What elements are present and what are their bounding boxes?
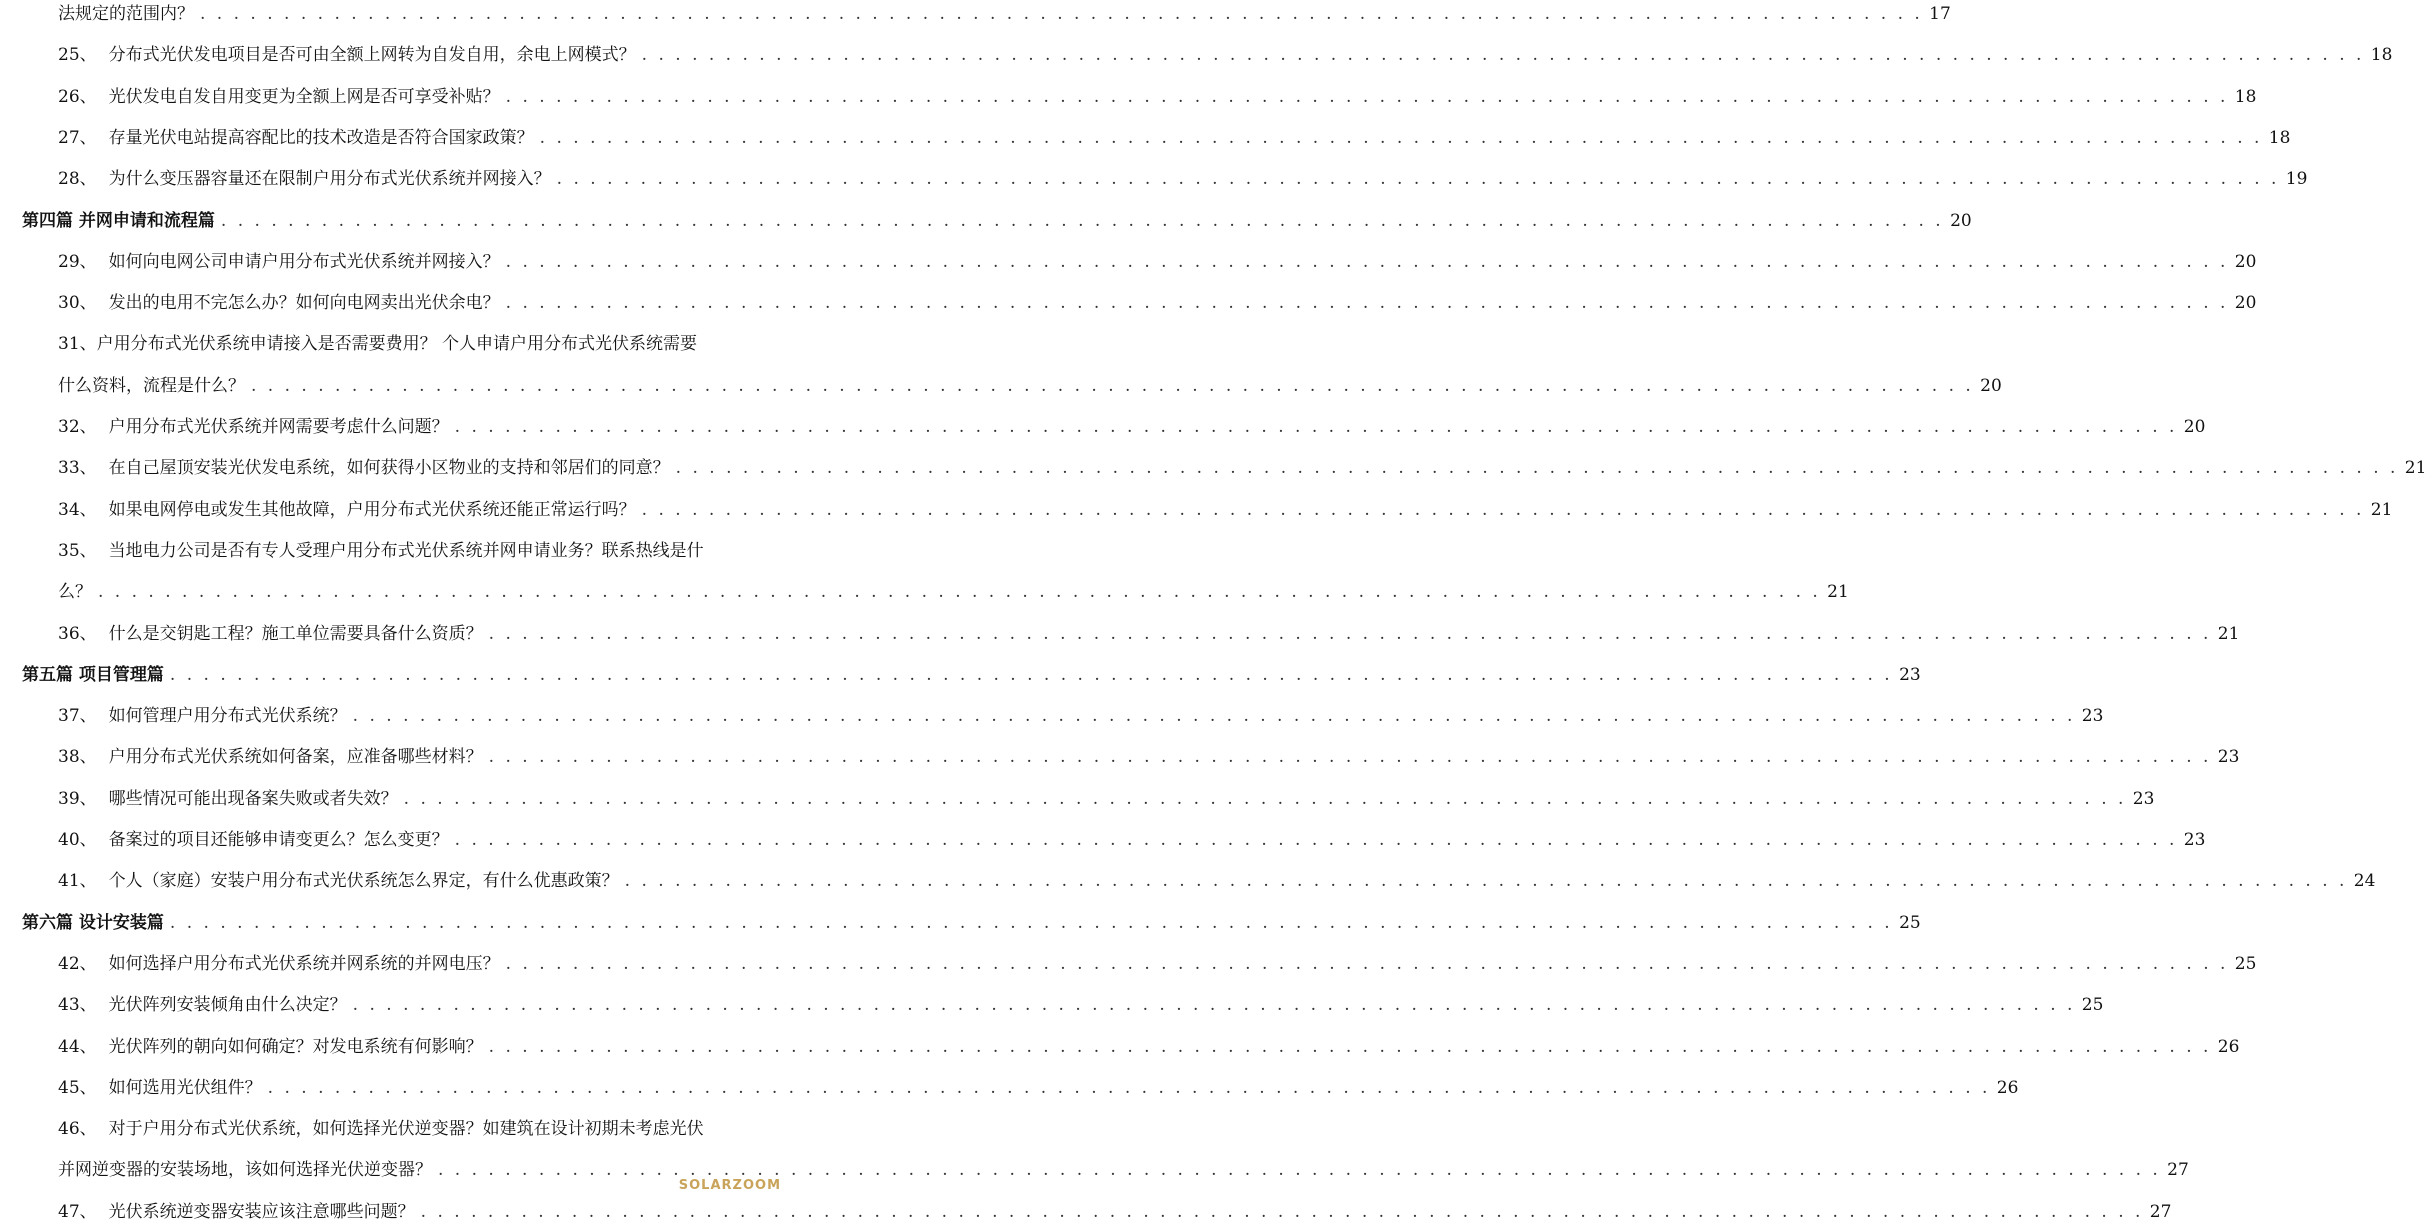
toc-entry xyxy=(58,824,2206,852)
toc-entry xyxy=(58,328,757,356)
toc-dot-leader: . . . . . . . . . . . . . . . . . . . . . . . . . . . . . . . . . . . . . . . . . . . . . . . . . . . . . . . . . . . . . . . . . . . . . . . . . . . . . . . . . . . . . . . . . . . . . . . . . . . . . . . xyxy=(267,1077,1991,1098)
toc-dot-leader: . . . . . . . . . . . . . . . . . . . . . . . . . . . . . . . . . . . . . . . . . . . . . . . . . . . . . . . . . . . . . . . . . . . . . . . . . . . . . . . . . . . . . . . . . . . . . . . . . . . . . . . xyxy=(200,4,1923,24)
toc-page-number: 18 xyxy=(2370,45,2393,66)
toc-dot-leader: . . . . . . . . . . . . . . . . . . . . . . . . . . . . . . . . . . . . . . . . . . . . . . . . . . . . . . . . . . . . . . . . . . . . . . . . . . . . . . . . . . . . . . . . . . . . . . . . . . . . . . . xyxy=(488,1036,2212,1057)
toc-page-number: 21 xyxy=(1827,582,1849,603)
toc-entry-number: 39、 xyxy=(58,788,97,809)
toc-entry xyxy=(58,1154,2189,1182)
toc-entry-title: 如何选择户用分布式光伏系统并网系统的并网电压？ xyxy=(108,953,500,974)
toc-dot-leader: . . . . . . . . . . . . . . . . . . . . . . . . . . . . . . . . . . . . . . . . . . . . . . . . . . . . . . . . . . . . . . . . . . . . . . . . . . . . . . . . . . . . . . . . . . . . . . . . . . . . . . . xyxy=(169,912,1893,933)
toc-dot-leader: . . . . . . . . . . . . . . . . . . . . . . . . . . . . . . . . . . . . . . . . . . . . . . . . . . . . . . . . . . . . . . . . . . . . . . . . . . . . . . . . . . . . . . . . . . . . . . . . . . . . . . . xyxy=(488,747,2212,768)
toc-dot-leader: . . . . . . . . . . . . . . . . . . . . . . . . . . . . . . . . . . . . . . . . . . . . . . . . . . . . . . . . . . . . . . . . . . . . . . . . . . . . . . . . . . . . . . . . . . . . . . . . . . . . . . . xyxy=(420,1201,2144,1222)
toc-page-number: 23 xyxy=(1899,664,1921,685)
toc-entry xyxy=(58,163,2308,191)
toc-entry-title: 如果电网停电或发生其他故障，户用分布式光伏系统还能正常运行吗？ xyxy=(108,499,636,520)
toc-entry-title: 户用分布式光伏系统如何备案，应准备哪些材料？ xyxy=(108,747,483,768)
toc-page-number: 27 xyxy=(2149,1201,2172,1222)
toc-entry-number: 26、 xyxy=(58,86,97,107)
toc-dot-leader: . . . . . . . . . . . . . . . . . . . . . . . . . . . . . . . . . . . . . . . . . . . . . . . . . . . . . . . . . . . . . . . . . . . . . . . . . . . . . . . . . . . . . . . . . . . . . . . . . . . . . . . xyxy=(352,706,2076,727)
toc-dot-leader: . . . . . . . . . . . . . . . . . . . . . . . . . . . . . . . . . . . . . . . . . . . . . . . . . . . . . . . . . . . . . . . . . . . . . . . . . . . . . . . . . . . . . . . . . . . . . . . . . . . . . . . xyxy=(556,169,2280,190)
toc-entry-text xyxy=(58,2,194,26)
toc-entry-text xyxy=(58,787,398,811)
toc-entry-title: 第五篇 项目管理篇 xyxy=(22,664,164,685)
toc-entry-number: 45、 xyxy=(58,1077,97,1098)
toc-entry xyxy=(58,576,1849,604)
toc-entry-text xyxy=(22,663,164,687)
toc-entry-title: 存量光伏电站提高容配比的技术改造是否符合国家政策？ xyxy=(108,127,534,148)
toc-entry-number: 44、 xyxy=(58,1036,97,1057)
toc-entry-number: 28、 xyxy=(58,169,97,190)
toc-entry-text xyxy=(58,250,500,274)
toc-page-number: 24 xyxy=(2353,871,2376,892)
toc-page-number: 18 xyxy=(2234,86,2257,107)
toc-entry-title: 法规定的范围内？ xyxy=(58,4,194,24)
toc-entry-title: 当地电力公司是否有专人受理户用分布式光伏系统并网申请业务？联系热线是什 xyxy=(108,540,704,561)
toc-entry-title: 什么是交钥匙工程？施工单位需要具备什么资质？ xyxy=(108,623,483,644)
toc-entry-text xyxy=(22,209,215,233)
toc-entry xyxy=(58,81,2257,109)
toc-entry-text xyxy=(58,1200,415,1224)
toc-dot-leader: . . . . . . . . . . . . . . . . . . . . . . . . . . . . . . . . . . . . . . . . . . . . . . . . . . . . . . . . . . . . . . . . . . . . . . . . . . . . . . . . . . . . . . . . . . . . . . . . . . . . . . . xyxy=(220,210,1944,231)
toc-dot-leader: . . . . . . . . . . . . . . . . . . . . . . . . . . . . . . . . . . . . . . . . . . . . . . . . . . . . . . . . . . . . . . . . . . . . . . . . . . . . . . . . . . . . . . . . . . . . . . . . . . . . . . . xyxy=(251,375,1974,396)
toc-dot-leader: . . . . . . . . . . . . . . . . . . . . . . . . . . . . . . . . . . . . . . . . . . . . . . . . . . . . . . . . . . . . . . . . . . . . . . . . . . . . . . . . . . . . . . . . . . . . . . . . . . . . . . . xyxy=(488,623,2212,644)
toc-entry xyxy=(58,452,2426,480)
toc-entry xyxy=(58,1196,2172,1224)
toc-entry-number: 30、 xyxy=(58,293,97,314)
toc-entry-title: 第四篇 并网申请和流程篇 xyxy=(22,210,215,231)
toc-dot-leader: . . . . . . . . . . . . . . . . . . . . . . . . . . . . . . . . . . . . . . . . . . . . . . . . . . . . . . . . . . . . . . . . . . . . . . . . . . . . . . . . . . . . . . . . . . . . . . . . . . . . . . . xyxy=(403,788,2127,809)
toc-entry-text xyxy=(58,374,245,398)
toc-entry-title: 31、户用分布式光伏系统申请接入是否需要费用？ 个人申请户用分布式光伏系统需要 xyxy=(58,334,698,355)
toc-entry-number: 36、 xyxy=(58,623,97,644)
toc-entry-number: 46、 xyxy=(58,1119,97,1140)
toc-dot-leader: . . . . . . . . . . . . . . . . . . . . . . . . . . . . . . . . . . . . . . . . . . . . . . . . . . . . . . . . . . . . . . . . . . . . . . . . . . . . . . . . . . . . . . . . . . . . . . . . . . . . . . . xyxy=(98,582,1821,603)
toc-dot-leader: . . . . . . . . . . . . . . . . . . . . . . . . . . . . . . . . . . . . . . . . . . . . . . . . . . . . . . . . . . . . . . . . . . . . . . . . . . . . . . . . . . . . . . . . . . . . . . . . . . . . . . . xyxy=(505,251,2229,272)
toc-page-number: 20 xyxy=(2234,251,2257,272)
toc-entry xyxy=(58,246,2257,274)
toc-page-number: 20 xyxy=(2183,417,2206,437)
toc-entry-text xyxy=(58,622,483,646)
toc-page-number: 20 xyxy=(1980,375,2002,396)
toc-entry-title: 光伏发电自发自用变更为全额上网是否可享受补贴？ xyxy=(108,86,500,107)
toc-entry-title: 光伏阵列的朝向如何确定？对发电系统有何影响？ xyxy=(108,1036,483,1057)
toc-entry-number: 29、 xyxy=(58,251,97,272)
toc-page-number: 26 xyxy=(1996,1077,2019,1098)
toc-dot-leader: . . . . . . . . . . . . . . . . . . . . . . . . . . . . . . . . . . . . . . . . . . . . . . . . . . . . . . . . . . . . . . . . . . . . . . . . . . . . . . . . . . . . . . . . . . . . . . . . . . . . . . . xyxy=(454,830,2178,850)
toc-entry-text xyxy=(58,85,500,109)
toc-entry-number: 41、 xyxy=(58,871,97,892)
toc-entry-title: 光伏阵列安装倾角由什么决定？ xyxy=(108,995,347,1016)
toc-page-number: 20 xyxy=(2234,293,2257,314)
toc-entry-text xyxy=(58,1035,483,1059)
toc-section-heading xyxy=(22,907,1921,935)
toc-entry-text xyxy=(58,993,347,1017)
toc-section-heading xyxy=(22,205,1972,233)
toc-entry-number: 34、 xyxy=(58,499,97,520)
toc-entry xyxy=(58,1072,2019,1100)
toc-entry-text xyxy=(58,580,92,604)
toc-entry-number: 38、 xyxy=(58,747,97,768)
toc-entry xyxy=(58,865,2376,893)
toc-dot-leader: . . . . . . . . . . . . . . . . . . . . . . . . . . . . . . . . . . . . . . . . . . . . . . . . . . . . . . . . . . . . . . . . . . . . . . . . . . . . . . . . . . . . . . . . . . . . . . . . . . . . . . . xyxy=(352,995,2076,1016)
toc-entry xyxy=(58,39,2393,67)
toc-dot-leader: . . . . . . . . . . . . . . . . . . . . . . . . . . . . . . . . . . . . . . . . . . . . . . . . . . . . . . . . . . . . . . . . . . . . . . . . . . . . . . . . . . . . . . . . . . . . . . . . . . . . . . . xyxy=(169,664,1893,685)
toc-page-number: 25 xyxy=(2081,995,2104,1016)
toc-entry xyxy=(58,618,2240,646)
toc-dot-leader: . . . . . . . . . . . . . . . . . . . . . . . . . . . . . . . . . . . . . . . . . . . . . . . . . . . . . . . . . . . . . . . . . . . . . . . . . . . . . . . . . . . . . . . . . . . . . . . . . . . . . . . xyxy=(539,127,2263,148)
toc-entry-text xyxy=(58,1158,432,1182)
toc-entry-number: 40、 xyxy=(58,830,97,850)
toc-entry xyxy=(58,700,2104,728)
toc-entry xyxy=(58,535,757,563)
toc-entry-text xyxy=(58,43,636,67)
toc-entry-text xyxy=(58,828,449,852)
toc-entry xyxy=(58,370,2002,398)
toc-entry-number: 43、 xyxy=(58,995,97,1016)
toc-entry-text xyxy=(58,745,483,769)
toc-entry-title: 么？ xyxy=(58,582,92,603)
toc-dot-leader: . . . . . . . . . . . . . . . . . . . . . . . . . . . . . . . . . . . . . . . . . . . . . . . . . . . . . . . . . . . . . . . . . . . . . . . . . . . . . . . . . . . . . . . . . . . . . . . . . . . . . . . xyxy=(624,871,2348,892)
toc-page-number: 19 xyxy=(2285,169,2308,190)
toc-entry-text xyxy=(58,869,619,893)
toc-page-number: 25 xyxy=(1899,912,1921,933)
toc-page-number: 25 xyxy=(2234,953,2257,974)
toc-entry-text xyxy=(58,1076,262,1100)
toc-page-number: 17 xyxy=(1929,4,1951,24)
toc-entry-number: 35、 xyxy=(58,540,97,561)
toc-entry-title: 在自己屋顶安装光伏发电系统，如何获得小区物业的支持和邻居们的同意？ xyxy=(108,458,670,479)
toc-dot-leader: . . . . . . . . . . . . . . . . . . . . . . . . . . . . . . . . . . . . . . . . . . . . . . . . . . . . . . . . . . . . . . . . . . . . . . . . . . . . . . . . . . . . . . . . . . . . . . . . . . . . . . . xyxy=(438,1160,2161,1181)
toc-entry-title: 个人（家庭）安装户用分布式光伏系统怎么界定，有什么优惠政策？ xyxy=(108,871,619,892)
toc-dot-leader: . . . . . . . . . . . . . . . . . . . . . . . . . . . . . . . . . . . . . . . . . . . . . . . . . . . . . . . . . . . . . . . . . . . . . . . . . . . . . . . . . . . . . . . . . . . . . . . . . . . . . . . xyxy=(641,45,2365,66)
toc-page-number: 21 xyxy=(2404,458,2426,479)
toc-entry xyxy=(58,1031,2240,1059)
toc-entry xyxy=(58,741,2240,769)
toc-entry xyxy=(58,989,2104,1017)
toc-dot-leader: . . . . . . . . . . . . . . . . . . . . . . . . . . . . . . . . . . . . . . . . . . . . . . . . . . . . . . . . . . . . . . . . . . . . . . . . . . . . . . . . . . . . . . . . . . . . . . . . . . . . . . . xyxy=(675,458,2399,479)
toc-entry-number: 47、 xyxy=(58,1201,97,1222)
toc-entry-text xyxy=(58,167,551,191)
toc-entry-number: 33、 xyxy=(58,458,97,479)
toc-entry-text xyxy=(58,332,697,356)
toc-entry-title: 什么资料，流程是什么？ xyxy=(58,375,245,396)
toc-page-number: 26 xyxy=(2217,1036,2240,1057)
toc-entry-number: 37、 xyxy=(58,706,97,727)
toc-entry-text xyxy=(58,704,347,728)
toc-page-number: 23 xyxy=(2081,706,2104,727)
watermark-logo: SOLARZOOM xyxy=(678,1178,781,1193)
toc-entry-title: 对于户用分布式光伏系统，如何选择光伏逆变器？如建筑在设计初期未考虑光伏 xyxy=(108,1119,704,1140)
toc-dot-leader: . . . . . . . . . . . . . . . . . . . . . . . . . . . . . . . . . . . . . . . . . . . . . . . . . . . . . . . . . . . . . . . . . . . . . . . . . . . . . . . . . . . . . . . . . . . . . . . . . . . . . . . xyxy=(505,293,2229,314)
toc-entry-title: 如何向电网公司申请户用分布式光伏系统并网接入？ xyxy=(108,251,500,272)
toc-entry-title: 备案过的项目还能够申请变更么？怎么变更？ xyxy=(108,830,449,850)
toc-entry xyxy=(58,494,2393,522)
toc-page-number: 23 xyxy=(2183,830,2206,850)
toc-page-number: 21 xyxy=(2370,499,2393,520)
toc-entry-text xyxy=(58,952,500,976)
toc-entry-number: 25、 xyxy=(58,45,97,66)
toc-entry-title: 光伏系统逆变器安装应该注意哪些问题？ xyxy=(108,1201,415,1222)
toc-entry-title: 哪些情况可能出现备案失败或者失效？ xyxy=(108,788,398,809)
toc-entry-number: 27、 xyxy=(58,127,97,148)
toc-page-number: 18 xyxy=(2268,127,2291,148)
toc-entry-text xyxy=(58,126,534,150)
toc-entry-title: 第六篇 设计安装篇 xyxy=(22,912,164,933)
toc-entry xyxy=(58,122,2291,150)
toc-entry xyxy=(58,287,2257,315)
toc-entry-text xyxy=(22,911,164,935)
toc-dot-leader: . . . . . . . . . . . . . . . . . . . . . . . . . . . . . . . . . . . . . . . . . . . . . . . . . . . . . . . . . . . . . . . . . . . . . . . . . . . . . . . . . . . . . . . . . . . . . . . . . . . . . . . xyxy=(454,417,2178,437)
toc-entry-title: 发出的电用不完怎么办？如何向电网卖出光伏余电？ xyxy=(108,293,500,314)
toc-dot-leader: . . . . . . . . . . . . . . . . . . . . . . . . . . . . . . . . . . . . . . . . . . . . . . . . . . . . . . . . . . . . . . . . . . . . . . . . . . . . . . . . . . . . . . . . . . . . . . . . . . . . . . . xyxy=(641,499,2365,520)
toc-entry xyxy=(58,0,1951,26)
toc-entry-title: 并网逆变器的安装场地，该如何选择光伏逆变器？ xyxy=(58,1160,432,1181)
toc-entry-title: 分布式光伏发电项目是否可由全额上网转为自发自用，余电上网模式？ xyxy=(108,45,636,66)
toc-entry-title: 为什么变压器容量还在限制户用分布式光伏系统并网接入？ xyxy=(108,169,551,190)
toc-entry-number: 32、 xyxy=(58,417,97,437)
toc-entry xyxy=(58,1113,757,1141)
toc-entry-text xyxy=(58,291,500,315)
toc-entry-text xyxy=(58,1117,704,1141)
toc-entry-number: 42、 xyxy=(58,953,97,974)
toc-entry-text xyxy=(58,498,636,522)
toc-dot-leader: . . . . . . . . . . . . . . . . . . . . . . . . . . . . . . . . . . . . . . . . . . . . . . . . . . . . . . . . . . . . . . . . . . . . . . . . . . . . . . . . . . . . . . . . . . . . . . . . . . . . . . . xyxy=(505,86,2229,107)
toc-page-number: 20 xyxy=(1950,210,1972,231)
toc-section-heading xyxy=(22,659,1921,687)
toc-dot-leader: . . . . . . . . . . . . . . . . . . . . . . . . . . . . . . . . . . . . . . . . . . . . . . . . . . . . . . . . . . . . . . . . . . . . . . . . . . . . . . . . . . . . . . . . . . . . . . . . . . . . . . . xyxy=(505,953,2229,974)
toc-entry-title: 如何管理户用分布式光伏系统？ xyxy=(108,706,347,727)
toc-entry-text xyxy=(58,456,670,480)
toc-page-number: 27 xyxy=(2167,1160,2189,1181)
toc-entry xyxy=(58,783,2155,811)
toc-entry xyxy=(58,948,2257,976)
toc-page-number: 21 xyxy=(2217,623,2240,644)
toc-page-number: 23 xyxy=(2132,788,2155,809)
toc-entry-text xyxy=(58,415,449,439)
toc-page-number: 23 xyxy=(2217,747,2240,768)
toc-entry xyxy=(58,411,2206,439)
toc-entry-text xyxy=(58,539,704,563)
toc-entry-title: 户用分布式光伏系统并网需要考虑什么问题？ xyxy=(108,417,449,437)
toc-entry-title: 如何选用光伏组件？ xyxy=(108,1077,262,1098)
